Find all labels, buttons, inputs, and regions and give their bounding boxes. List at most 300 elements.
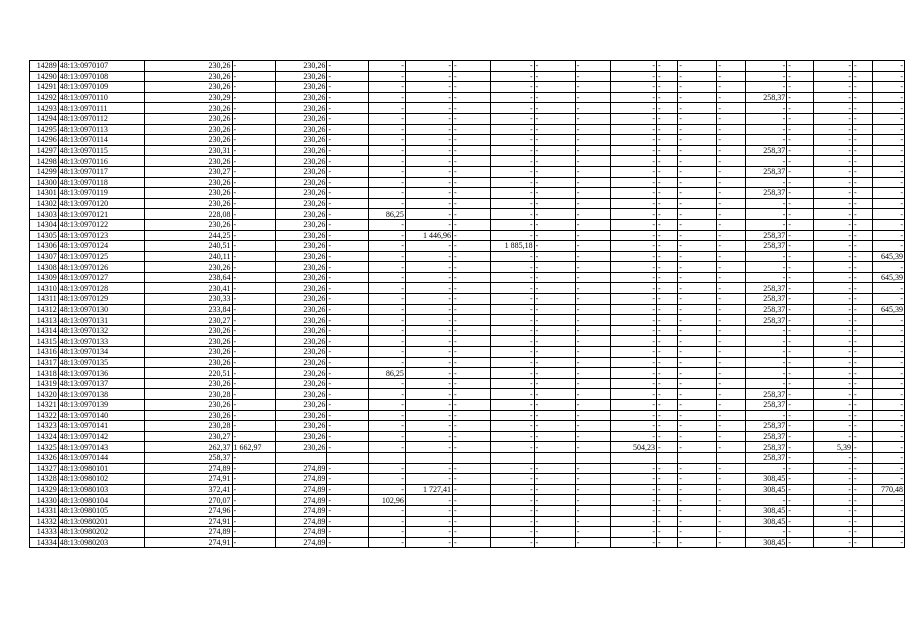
value-cell: -	[657, 113, 678, 124]
value-cell: -	[787, 442, 814, 453]
value-cell: -	[611, 505, 657, 516]
value-cell: -	[232, 241, 275, 252]
value-cell: -	[327, 272, 369, 283]
row-number-cell: 14291	[30, 82, 59, 93]
value-cell: -	[453, 209, 491, 220]
value-cell: -	[657, 474, 678, 485]
value-cell: -	[657, 463, 678, 474]
value-cell: -	[873, 421, 905, 432]
value-cell: -	[657, 209, 678, 220]
value-cell: -	[657, 177, 678, 188]
table-row	[30, 71, 905, 82]
value-cell: 238,64	[144, 272, 232, 283]
value-cell: -	[852, 219, 872, 230]
row-number-cell: 14326	[30, 452, 59, 463]
value-cell: -	[717, 325, 746, 336]
value-cell: -	[405, 145, 452, 156]
value-cell: -	[746, 135, 787, 146]
value-cell: -	[405, 336, 452, 347]
value-cell: -	[611, 145, 657, 156]
value-cell: -	[491, 325, 534, 336]
value-cell: -	[814, 294, 853, 305]
value-cell: -	[611, 431, 657, 442]
value-cell: 308,45	[746, 474, 787, 485]
value-cell: -	[852, 484, 872, 495]
table-row	[30, 325, 905, 336]
value-cell: 230,26	[275, 82, 327, 93]
value-cell: 258,37	[746, 431, 787, 442]
value-cell: 230,26	[275, 156, 327, 167]
value-cell: -	[405, 495, 452, 506]
value-cell: 233,84	[144, 304, 232, 315]
value-cell: -	[611, 241, 657, 252]
value-cell: -	[491, 82, 534, 93]
value-cell: -	[327, 421, 369, 432]
value-cell: 230,26	[275, 378, 327, 389]
value-cell: -	[369, 177, 405, 188]
value-cell: -	[814, 283, 853, 294]
value-cell: 230,26	[144, 378, 232, 389]
value-cell: -	[327, 336, 369, 347]
row-number-cell: 14290	[30, 71, 59, 82]
value-cell: 230,26	[144, 262, 232, 273]
value-cell: -	[746, 357, 787, 368]
value-cell: -	[657, 82, 678, 93]
value-cell: -	[657, 368, 678, 379]
row-number-cell: 14314	[30, 325, 59, 336]
value-cell: -	[575, 442, 610, 453]
value-cell: -	[491, 177, 534, 188]
value-cell: -	[405, 156, 452, 167]
table-row	[30, 505, 905, 516]
value-cell: -	[405, 209, 452, 220]
value-cell: -	[873, 400, 905, 411]
value-cell: -	[369, 463, 405, 474]
value-cell: -	[787, 347, 814, 358]
value-cell: -	[852, 410, 872, 421]
value-cell: -	[369, 272, 405, 283]
value-cell: -	[453, 315, 491, 326]
value-cell: -	[611, 421, 657, 432]
value-cell: -	[746, 113, 787, 124]
value-cell: -	[453, 145, 491, 156]
value-cell: -	[852, 145, 872, 156]
value-cell: -	[873, 505, 905, 516]
value-cell: 230,26	[275, 177, 327, 188]
value-cell: -	[852, 474, 872, 485]
cadastral-number-cell: 48:13:0980203	[58, 537, 144, 548]
row-number-cell: 14333	[30, 527, 59, 538]
value-cell: -	[746, 347, 787, 358]
value-cell: 274,89	[144, 527, 232, 538]
row-number-cell: 14311	[30, 294, 59, 305]
value-cell: 230,26	[144, 198, 232, 209]
value-cell: -	[717, 315, 746, 326]
value-cell: -	[852, 113, 872, 124]
value-cell: -	[746, 378, 787, 389]
value-cell: -	[814, 198, 853, 209]
value-cell: 230,26	[275, 103, 327, 114]
value-cell: -	[852, 156, 872, 167]
value-cell: 274,89	[275, 463, 327, 474]
value-cell: -	[232, 505, 275, 516]
value-cell: -	[369, 198, 405, 209]
row-number-cell: 14302	[30, 198, 59, 209]
value-cell: -	[405, 347, 452, 358]
value-cell: -	[453, 283, 491, 294]
value-cell: -	[717, 421, 746, 432]
value-cell: 230,26	[144, 400, 232, 411]
table-row	[30, 516, 905, 527]
value-cell: -	[453, 304, 491, 315]
value-cell: -	[369, 71, 405, 82]
value-cell: -	[611, 378, 657, 389]
value-cell: -	[232, 177, 275, 188]
value-cell: -	[717, 283, 746, 294]
value-cell: 274,89	[275, 516, 327, 527]
cadastral-number-cell: 48:13:0970132	[58, 325, 144, 336]
value-cell: -	[873, 241, 905, 252]
value-cell: -	[575, 389, 610, 400]
row-number-cell: 14316	[30, 347, 59, 358]
value-cell: -	[873, 474, 905, 485]
value-cell: -	[232, 135, 275, 146]
value-cell: -	[327, 219, 369, 230]
value-cell: -	[453, 262, 491, 273]
value-cell: -	[852, 452, 872, 463]
value-cell: -	[575, 484, 610, 495]
value-cell: -	[852, 251, 872, 262]
value-cell: -	[534, 357, 575, 368]
value-cell: -	[369, 145, 405, 156]
value-cell: -	[678, 421, 717, 432]
value-cell: -	[575, 347, 610, 358]
value-cell: -	[232, 82, 275, 93]
value-cell: -	[873, 495, 905, 506]
value-cell: -	[611, 304, 657, 315]
value-cell: -	[611, 71, 657, 82]
value-cell: 274,96	[144, 505, 232, 516]
value-cell: -	[369, 61, 405, 72]
value-cell: 274,89	[275, 484, 327, 495]
value-cell: -	[575, 166, 610, 177]
value-cell: -	[852, 262, 872, 273]
row-number-cell: 14332	[30, 516, 59, 527]
value-cell: -	[814, 82, 853, 93]
value-cell: -	[369, 294, 405, 305]
value-cell: 274,89	[275, 527, 327, 538]
cadastral-number-cell: 48:13:0970127	[58, 272, 144, 283]
value-cell: -	[534, 113, 575, 124]
value-cell: -	[787, 463, 814, 474]
value-cell: -	[491, 474, 534, 485]
value-cell: -	[787, 495, 814, 506]
value-cell: -	[575, 304, 610, 315]
value-cell: 230,26	[144, 135, 232, 146]
value-cell: -	[657, 198, 678, 209]
value-cell: -	[453, 378, 491, 389]
value-cell: -	[232, 272, 275, 283]
table-row	[30, 537, 905, 548]
value-cell: -	[369, 410, 405, 421]
cadastral-number-cell: 48:13:0970130	[58, 304, 144, 315]
value-cell: -	[717, 92, 746, 103]
value-cell: -	[814, 262, 853, 273]
value-cell: -	[453, 124, 491, 135]
value-cell: -	[232, 198, 275, 209]
value-cell: -	[491, 251, 534, 262]
value-cell: -	[327, 103, 369, 114]
value-cell: -	[534, 188, 575, 199]
value-cell: -	[369, 357, 405, 368]
value-cell: -	[852, 347, 872, 358]
value-cell: -	[611, 251, 657, 262]
table-row	[30, 357, 905, 368]
value-cell: -	[678, 357, 717, 368]
value-cell: -	[873, 209, 905, 220]
value-cell: -	[873, 442, 905, 453]
value-cell: -	[575, 325, 610, 336]
value-cell: 308,45	[746, 484, 787, 495]
value-cell: -	[575, 336, 610, 347]
cadastral-number-cell: 48:13:0970114	[58, 135, 144, 146]
value-cell: 230,26	[275, 410, 327, 421]
value-cell: -	[787, 219, 814, 230]
value-cell: -	[491, 527, 534, 538]
value-cell: -	[369, 251, 405, 262]
value-cell: -	[657, 484, 678, 495]
value-cell: -	[369, 82, 405, 93]
value-cell: -	[717, 505, 746, 516]
value-cell: -	[787, 537, 814, 548]
value-cell: -	[369, 325, 405, 336]
row-number-cell: 14322	[30, 410, 59, 421]
value-cell: -	[453, 230, 491, 241]
value-cell: 240,11	[144, 251, 232, 262]
value-cell: -	[678, 325, 717, 336]
value-cell: -	[369, 103, 405, 114]
value-cell: 258,37	[144, 452, 232, 463]
value-cell: -	[491, 505, 534, 516]
value-cell: -	[746, 71, 787, 82]
value-cell: -	[657, 537, 678, 548]
value-cell: -	[575, 537, 610, 548]
value-cell: -	[327, 177, 369, 188]
value-cell: -	[575, 113, 610, 124]
value-cell: -	[787, 71, 814, 82]
value-cell: -	[611, 177, 657, 188]
value-cell: -	[852, 400, 872, 411]
value-cell: -	[369, 421, 405, 432]
value-cell: -	[491, 283, 534, 294]
value-cell: -	[873, 463, 905, 474]
value-cell: -	[873, 230, 905, 241]
value-cell: -	[369, 400, 405, 411]
value-cell: -	[873, 315, 905, 326]
value-cell: 258,37	[746, 188, 787, 199]
value-cell: -	[232, 92, 275, 103]
value-cell: 230,26	[275, 431, 327, 442]
value-cell: -	[852, 103, 872, 114]
value-cell: -	[787, 484, 814, 495]
value-cell: -	[534, 156, 575, 167]
value-cell: -	[873, 378, 905, 389]
value-cell: -	[327, 378, 369, 389]
value-cell: -	[814, 347, 853, 358]
value-cell: -	[327, 304, 369, 315]
value-cell: -	[873, 113, 905, 124]
value-cell: -	[575, 251, 610, 262]
cadastral-number-cell: 48:13:0970135	[58, 357, 144, 368]
row-number-cell: 14312	[30, 304, 59, 315]
value-cell: -	[657, 145, 678, 156]
value-cell: -	[327, 156, 369, 167]
value-cell: -	[717, 113, 746, 124]
value-cell: -	[611, 389, 657, 400]
row-number-cell: 14310	[30, 283, 59, 294]
value-cell: -	[491, 188, 534, 199]
value-cell: -	[787, 325, 814, 336]
value-cell: -	[717, 272, 746, 283]
value-cell: -	[575, 135, 610, 146]
row-number-cell: 14328	[30, 474, 59, 485]
value-cell: -	[678, 135, 717, 146]
value-cell: -	[678, 410, 717, 421]
value-cell: 230,26	[275, 188, 327, 199]
value-cell: -	[232, 431, 275, 442]
value-cell: -	[453, 188, 491, 199]
value-cell	[575, 452, 610, 463]
row-number-cell: 14293	[30, 103, 59, 114]
value-cell: -	[657, 442, 678, 453]
value-cell: -	[491, 347, 534, 358]
value-cell: -	[746, 325, 787, 336]
value-cell: -	[717, 166, 746, 177]
value-cell: 308,45	[746, 505, 787, 516]
value-cell: -	[369, 304, 405, 315]
value-cell: -	[814, 92, 853, 103]
value-cell: -	[678, 294, 717, 305]
value-cell: -	[657, 124, 678, 135]
table-row	[30, 294, 905, 305]
value-cell: -	[678, 368, 717, 379]
value-cell: -	[611, 272, 657, 283]
value-cell: -	[678, 304, 717, 315]
cadastral-number-cell: 48:13:0980104	[58, 495, 144, 506]
value-cell: -	[491, 368, 534, 379]
value-cell: -	[787, 527, 814, 538]
value-cell: -	[787, 272, 814, 283]
value-cell: -	[678, 82, 717, 93]
value-cell: -	[717, 209, 746, 220]
value-cell: -	[657, 421, 678, 432]
value-cell: -	[814, 251, 853, 262]
value-cell: -	[491, 378, 534, 389]
value-cell: -	[657, 516, 678, 527]
value-cell: 230,26	[275, 347, 327, 358]
value-cell: -	[491, 166, 534, 177]
value-cell: 258,37	[746, 230, 787, 241]
cadastral-number-cell: 48:13:0970120	[58, 198, 144, 209]
value-cell: -	[534, 368, 575, 379]
value-cell: -	[575, 177, 610, 188]
value-cell: -	[327, 527, 369, 538]
value-cell: -	[327, 463, 369, 474]
value-cell: -	[232, 537, 275, 548]
value-cell: -	[369, 378, 405, 389]
value-cell: -	[534, 219, 575, 230]
value-cell: -	[678, 103, 717, 114]
value-cell: -	[717, 474, 746, 485]
cadastral-number-cell: 48:13:0970137	[58, 378, 144, 389]
value-cell: -	[453, 241, 491, 252]
value-cell: 228,08	[144, 209, 232, 220]
value-cell: -	[717, 294, 746, 305]
value-cell: -	[873, 124, 905, 135]
value-cell	[491, 452, 534, 463]
value-cell: -	[232, 145, 275, 156]
value-cell: -	[453, 156, 491, 167]
value-cell: -	[678, 505, 717, 516]
value-cell: -	[491, 156, 534, 167]
value-cell: -	[852, 241, 872, 252]
value-cell: -	[327, 262, 369, 273]
value-cell: -	[405, 166, 452, 177]
value-cell: -	[534, 347, 575, 358]
cadastral-number-cell: 48:13:0980201	[58, 516, 144, 527]
value-cell: -	[534, 389, 575, 400]
value-cell: -	[746, 527, 787, 538]
value-cell: 230,26	[275, 209, 327, 220]
table-row	[30, 209, 905, 220]
value-cell: -	[369, 389, 405, 400]
value-cell: 258,37	[746, 400, 787, 411]
value-cell: -	[678, 251, 717, 262]
value-cell: -	[852, 442, 872, 453]
value-cell: -	[787, 516, 814, 527]
value-cell: -	[657, 410, 678, 421]
value-cell: 270,07	[144, 495, 232, 506]
value-cell	[369, 452, 405, 463]
value-cell: -	[405, 400, 452, 411]
value-cell: -	[327, 145, 369, 156]
value-cell: -	[852, 389, 872, 400]
value-cell: -	[405, 124, 452, 135]
value-cell: -	[369, 347, 405, 358]
value-cell: -	[852, 357, 872, 368]
value-cell: -	[657, 71, 678, 82]
table-row	[30, 177, 905, 188]
value-cell: 230,26	[275, 61, 327, 72]
value-cell: -	[678, 463, 717, 474]
table-row	[30, 166, 905, 177]
value-cell: -	[611, 336, 657, 347]
table-row	[30, 156, 905, 167]
value-cell: -	[575, 145, 610, 156]
value-cell: -	[232, 124, 275, 135]
value-cell: -	[746, 61, 787, 72]
value-cell: -	[611, 484, 657, 495]
row-number-cell: 14292	[30, 92, 59, 103]
value-cell: -	[678, 188, 717, 199]
cadastral-number-cell: 48:13:0970141	[58, 421, 144, 432]
value-cell: -	[657, 219, 678, 230]
value-cell: -	[852, 177, 872, 188]
value-cell: -	[453, 92, 491, 103]
value-cell: -	[611, 400, 657, 411]
cadastral-number-cell: 48:13:0970115	[58, 145, 144, 156]
value-cell: 230,26	[275, 442, 327, 453]
